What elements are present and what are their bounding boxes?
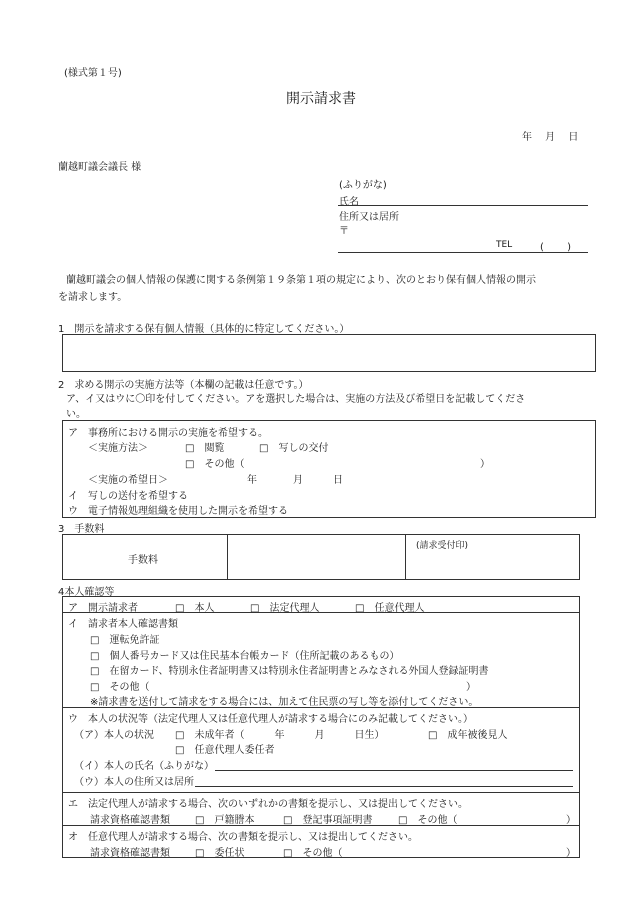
requester-voluntary-checkbox[interactable]: □ 任意代理人: [355, 603, 425, 614]
voluntary-proxy-docs: 請求資格確認書類: [90, 848, 170, 859]
principal-address-label: （ウ）本人の住所又は居所: [74, 777, 194, 788]
voluntary-proxy-checkbox[interactable]: □ 委任状: [195, 848, 245, 859]
id-mynumber-checkbox[interactable]: □ 個人番号カード又は住民基本台帳カード（住所記載のあるもの）: [90, 651, 400, 662]
option-a-label[interactable]: ア 事務所における開示の実施を希望する。: [68, 428, 268, 439]
method-other-checkbox[interactable]: □ その他（: [185, 459, 245, 470]
requester-legal-checkbox[interactable]: □ 法定代理人: [250, 603, 320, 614]
postal-mark: 〒: [339, 226, 349, 237]
form-number: (様式第１号): [64, 68, 122, 79]
furigana-label: (ふりがな): [339, 180, 387, 191]
legal-other-checkbox[interactable]: □ その他（: [398, 815, 458, 826]
section2-note-1: ア、イ又はウに〇印を付してください。アを選択した場合は、実施の方法及び希望日を記載してくださ: [66, 394, 526, 405]
option-c-label[interactable]: ウ 電子情報処理組織を使用した開示を希望する: [68, 506, 288, 517]
id-residence-checkbox[interactable]: □ 在留カード、特別永住者証明書又は特別永住者証明書とみなされる外国人登録証明書: [90, 666, 489, 677]
legal-proxy-label: エ 法定代理人が請求する場合、次のいずれかの書類を提示し、又は提出してください。: [68, 799, 468, 810]
principal-status-label: ウ 本人の状況等（法定代理人又は任意代理人が請求する場合にのみ記載してください。）: [68, 714, 473, 725]
row-divider: [62, 707, 580, 708]
legal-other-close: ）: [566, 815, 576, 826]
fee-label: 手数料: [128, 555, 158, 566]
info-request-box[interactable]: [62, 334, 596, 372]
tel-paren: ( ): [540, 242, 571, 253]
principal-minor-checkbox[interactable]: □ 未成年者（ 年 月 日生）: [175, 730, 385, 741]
id-other-close: ）: [466, 682, 476, 693]
date-wish-year: 年: [247, 475, 257, 486]
date-line: 年 月 日: [522, 132, 579, 143]
requester-self-checkbox[interactable]: □ 本人: [175, 603, 215, 614]
method-view-checkbox[interactable]: □ 閲覧: [185, 443, 225, 454]
section1-heading: 1 開示を請求する保有個人情報（具体的に特定してください。）: [58, 324, 350, 335]
id-license-checkbox[interactable]: □ 運転免許証: [90, 635, 160, 646]
option-b-label[interactable]: イ 写しの送付を希望する: [68, 491, 188, 502]
row-divider: [62, 612, 580, 613]
date-wish-month: 月: [293, 475, 303, 486]
intro-line-2: を請求します。: [58, 292, 128, 303]
principal-address-field[interactable]: [195, 786, 573, 787]
voluntary-other-checkbox[interactable]: □ その他（: [283, 848, 343, 859]
section2-heading: 2 求める開示の実施方法等（本欄の記載は任意です。）: [58, 380, 309, 391]
address-field[interactable]: [338, 252, 588, 253]
principal-name-field[interactable]: [215, 770, 573, 771]
tel-label: TEL: [496, 240, 513, 250]
date-wish-label: ＜実施の希望日＞: [88, 475, 168, 486]
page-title: 開示請求書: [286, 91, 356, 107]
legal-proxy-docs: 請求資格確認書類: [90, 815, 170, 826]
principal-name-label: （イ）本人の氏名（ふりがな）: [74, 761, 214, 772]
row-divider: [62, 792, 580, 793]
legal-registry-checkbox[interactable]: □ 登記事項証明書: [283, 815, 373, 826]
legal-koseki-checkbox[interactable]: □ 戸籍謄本: [195, 815, 255, 826]
principal-status-heading: （ア）本人の状況: [74, 730, 154, 741]
method-label: ＜実施方法＞: [88, 443, 148, 454]
section3-heading: 3 手数料: [58, 524, 105, 535]
id-other-checkbox[interactable]: □ その他（: [90, 682, 150, 693]
id-note: ※請求書を送付して請求をする場合には、加えて住民票の写し等を添付してください。: [90, 697, 479, 708]
id-docs-label: イ 請求者本人確認書類: [68, 619, 178, 630]
date-wish-day: 日: [333, 475, 343, 486]
principal-voluntary-checkbox[interactable]: □ 任意代理人委任者: [175, 745, 275, 756]
principal-adult-ward-checkbox[interactable]: □ 成年被後見人: [428, 730, 508, 741]
address-label: 住所又は居所: [339, 212, 399, 223]
row-divider: [62, 825, 580, 826]
voluntary-other-close: ）: [566, 848, 576, 859]
stamp-label: (請求受付印): [416, 541, 469, 551]
name-label: 氏名: [339, 197, 359, 208]
fee-divider-1: [227, 534, 228, 580]
method-other-close: ）: [480, 459, 490, 470]
requester-label: ア 開示請求者: [68, 603, 138, 614]
fee-divider-2: [405, 534, 406, 580]
section4-heading: 4本人確認等: [58, 587, 115, 598]
voluntary-proxy-label: オ 任意代理人が請求する場合、次の書類を提示し、又は提出してください。: [68, 832, 418, 843]
section2-note-2: い。: [66, 409, 86, 420]
addressee: 蘭越町議会議長 様: [58, 162, 142, 173]
intro-line-1: 蘭越町議会の個人情報の保護に関する条例第１９条第１項の規定により、次のとおり保有個人情報の開示: [66, 275, 536, 286]
name-field[interactable]: [338, 205, 588, 206]
method-copy-checkbox[interactable]: □ 写しの交付: [259, 443, 329, 454]
